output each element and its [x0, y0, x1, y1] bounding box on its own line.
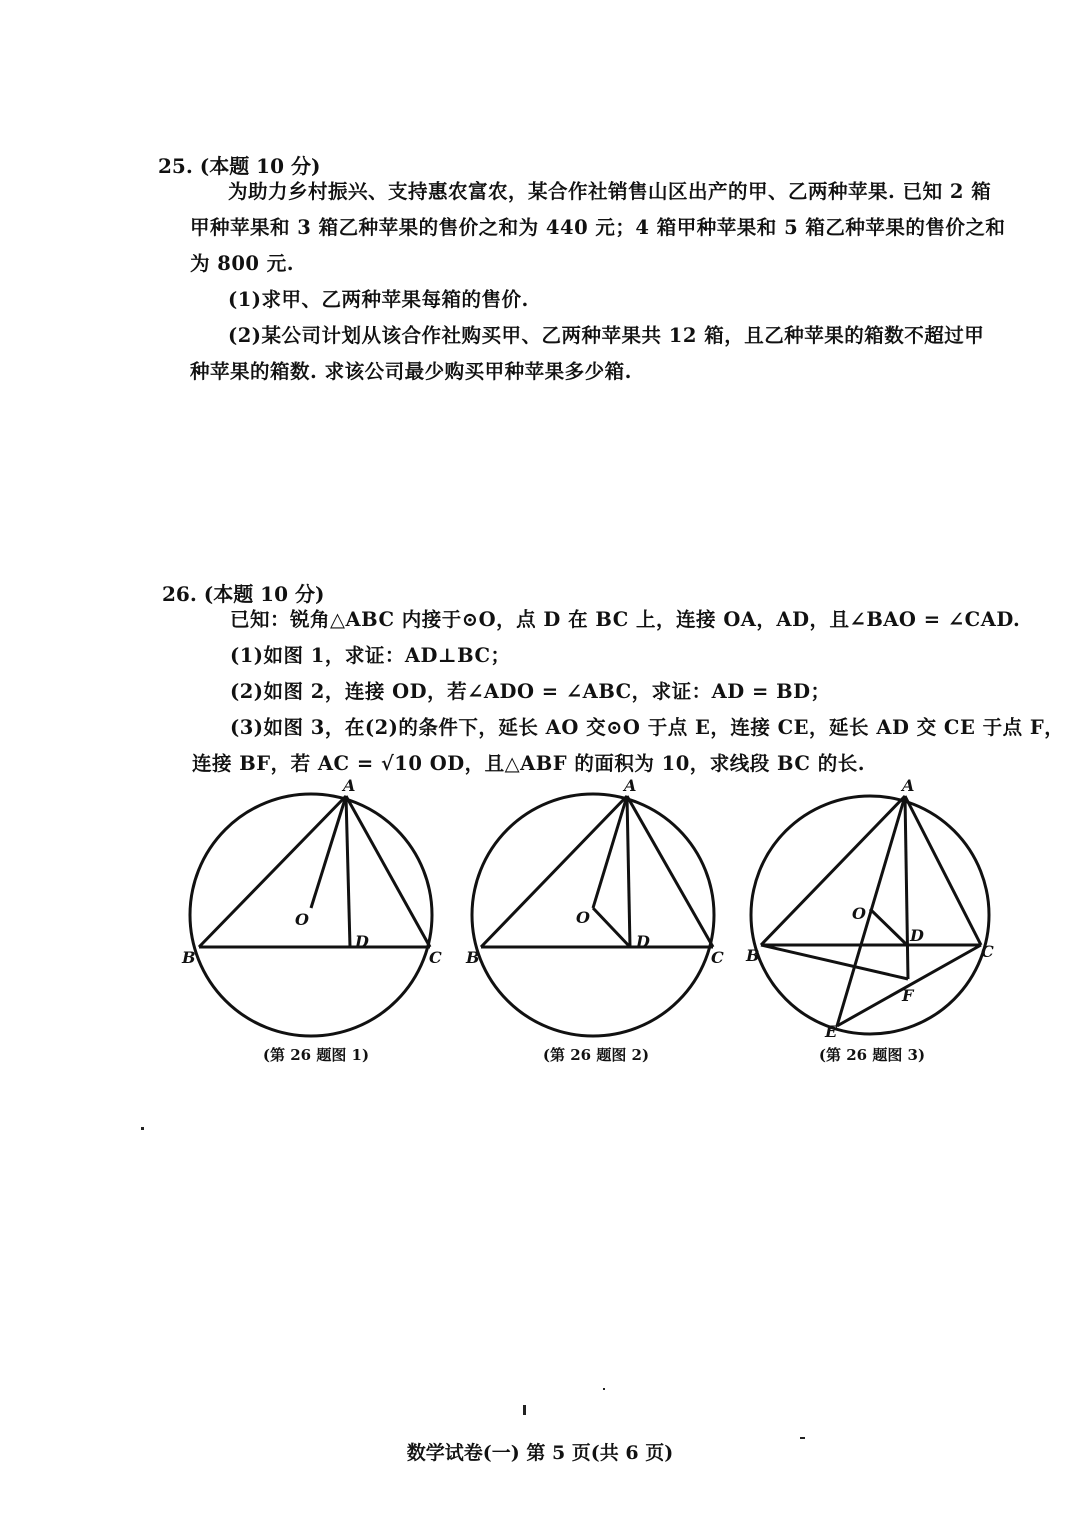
segment-ad [346, 796, 350, 947]
segment-bf [761, 945, 908, 979]
figure-3-caption: (第 26 题图 3) [818, 1046, 926, 1064]
figure-1-caption: (第 26 题图 1) [262, 1046, 370, 1064]
label-e: E [825, 1022, 838, 1041]
scan-speck [603, 1388, 605, 1390]
segment-od [593, 908, 630, 947]
q26-line-1: 已知：锐角△ABC 内接于⊙O，点 D 在 BC 上，连接 OA，AD，且∠BAO = ∠CAD. [230, 608, 1021, 631]
q25-heading: 25. (本题 10 分) [158, 154, 321, 178]
label-a: A [902, 776, 915, 795]
label-b: B [182, 948, 196, 967]
figure-2-caption: (第 26 题图 2) [542, 1046, 650, 1064]
label-c: C [429, 948, 442, 967]
label-b: B [746, 946, 760, 965]
q26-line-5: 连接 BF，若 AC = √10 OD，且△ABF 的面积为 10，求线段 BC 的长. [192, 752, 866, 775]
label-c: C [981, 942, 994, 961]
figure-3 [740, 775, 1010, 1065]
figure-2 [460, 775, 730, 1065]
label-d: D [910, 926, 924, 945]
label-a: A [343, 776, 356, 795]
q26-line-4: (3)如图 3，在(2)的条件下，延长 AO 交⊙O 于点 E，连接 CE，延长 AD 交 CE 于点 F， [230, 716, 1065, 739]
segment-od [870, 909, 907, 945]
scan-speck [141, 1127, 144, 1130]
q26-body [192, 602, 1064, 782]
q26-line-3: (2)如图 2，连接 OD，若∠ADO = ∠ABC，求证：AD = BD； [230, 680, 831, 703]
segment-af [905, 796, 908, 979]
q25-line-2: 甲种苹果和 3 箱乙种苹果的售价之和为 440 元；4 箱甲种苹果和 5 箱乙种苹果的售价之和 [190, 216, 1006, 239]
label-c: C [711, 948, 724, 967]
scan-speck [523, 1405, 526, 1415]
page-footer: 数学试卷(一) 第 5 页(共 6 页) [406, 1442, 674, 1464]
label-o: O [852, 904, 866, 923]
label-d: D [355, 932, 369, 951]
label-b: B [466, 948, 480, 967]
q25-line-5: (2)某公司计划从该合作社购买甲、乙两种苹果共 12 箱，且乙种苹果的箱数不超过甲 [228, 324, 985, 347]
q25-line-6: 种苹果的箱数. 求该公司最少购买甲种苹果多少箱. [190, 360, 632, 383]
label-f: F [902, 986, 914, 1005]
segment-ac [905, 796, 981, 945]
q25-line-4: (1)求甲、乙两种苹果每箱的售价. [228, 288, 529, 311]
q26-line-2: (1)如图 1，求证：AD⊥BC； [230, 644, 511, 667]
segment-ad [627, 796, 630, 947]
label-o: O [295, 910, 309, 929]
q25-line-1: 为助力乡村振兴、支持惠农富农，某合作社销售山区出产的甲、乙两种苹果. 已知 2 箱 [228, 180, 992, 203]
label-d: D [636, 932, 650, 951]
segment-ac [346, 796, 430, 947]
label-o: O [576, 908, 590, 927]
q26-heading: 26. (本题 10 分) [162, 582, 325, 606]
label-a: A [624, 776, 637, 795]
segment-ac [627, 796, 713, 947]
q25-line-3: 为 800 元. [190, 252, 295, 275]
q25-body [190, 174, 1005, 390]
figure-1 [180, 775, 450, 1065]
